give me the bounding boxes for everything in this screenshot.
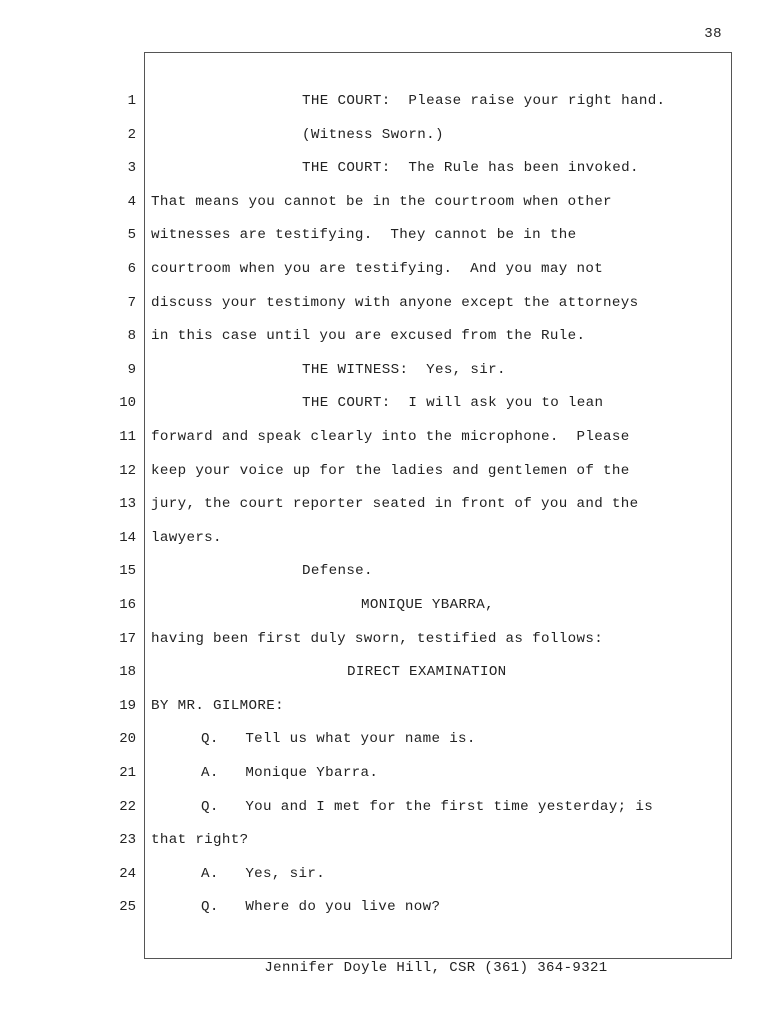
transcript-line: keep your voice up for the ladies and gentlemen of the <box>151 462 630 479</box>
transcript-line: Q. Tell us what your name is. <box>201 731 476 748</box>
transcript-line: having been first duly sworn, testified as follows: <box>151 630 604 647</box>
line-number: 18 <box>119 664 136 681</box>
line-number: 16 <box>119 597 136 613</box>
transcript-line: DIRECT EXAMINATION <box>347 664 507 681</box>
transcript-line: THE COURT: Please raise your right hand. <box>302 93 666 109</box>
transcript-line: discuss your testimony with anyone except the attorneys <box>151 294 639 311</box>
transcript-line: courtroom when you are testifying. And you may not <box>151 261 604 277</box>
line-number: 23 <box>119 832 136 849</box>
line-number: 14 <box>119 529 136 546</box>
transcript-line: That means you cannot be in the courtroom when other <box>151 193 612 210</box>
transcript-line: A. Monique Ybarra. <box>201 765 379 781</box>
line-number: 12 <box>119 462 136 479</box>
transcript-line: A. Yes, sir. <box>201 865 326 882</box>
line-number: 25 <box>119 899 136 916</box>
transcript-line: jury, the court reporter seated in front of you and the <box>151 496 639 513</box>
transcript-line: Q. You and I met for the first time yesterday; is <box>201 798 654 815</box>
transcript-line: lawyers. <box>151 529 222 546</box>
line-number: 3 <box>127 160 136 177</box>
transcript-line: THE COURT: I will ask you to lean <box>302 395 604 412</box>
line-number: 7 <box>127 294 136 311</box>
line-number: 1 <box>127 93 136 109</box>
transcript-line: (Witness Sworn.) <box>302 126 444 143</box>
transcript-line: THE WITNESS: Yes, sir. <box>302 361 506 378</box>
line-number: 13 <box>119 496 136 513</box>
transcript-line: forward and speak clearly into the microphone. Please <box>151 429 630 445</box>
line-number: 9 <box>127 361 136 378</box>
transcript-line: in this case until you are excused from the Rule. <box>151 328 586 345</box>
transcript-line: that right? <box>151 832 249 849</box>
transcript-line: Defense. <box>302 563 373 580</box>
line-number: 5 <box>127 227 136 244</box>
line-number: 21 <box>119 765 136 781</box>
page-number: 38 <box>704 26 722 42</box>
line-number: 6 <box>127 261 136 277</box>
transcript-line: THE COURT: The Rule has been invoked. <box>302 160 639 177</box>
transcript-line: Q. Where do you live now? <box>201 899 441 916</box>
transcript-line: BY MR. GILMORE: <box>151 697 284 714</box>
line-number: 4 <box>127 193 136 210</box>
line-number: 15 <box>119 563 136 580</box>
transcript-line: MONIQUE YBARRA, <box>361 597 494 613</box>
line-number: 10 <box>119 395 136 412</box>
line-number: 17 <box>119 630 136 647</box>
line-number: 8 <box>127 328 136 345</box>
line-number: 11 <box>119 429 136 445</box>
reporter-footer: Jennifer Doyle Hill, CSR (361) 364-9321 <box>264 960 608 976</box>
line-number: 24 <box>119 865 136 882</box>
transcript-line: witnesses are testifying. They cannot be in the <box>151 227 577 244</box>
line-number: 2 <box>127 126 136 143</box>
line-number: 22 <box>119 798 136 815</box>
line-number: 20 <box>119 731 136 748</box>
line-number: 19 <box>119 697 136 714</box>
